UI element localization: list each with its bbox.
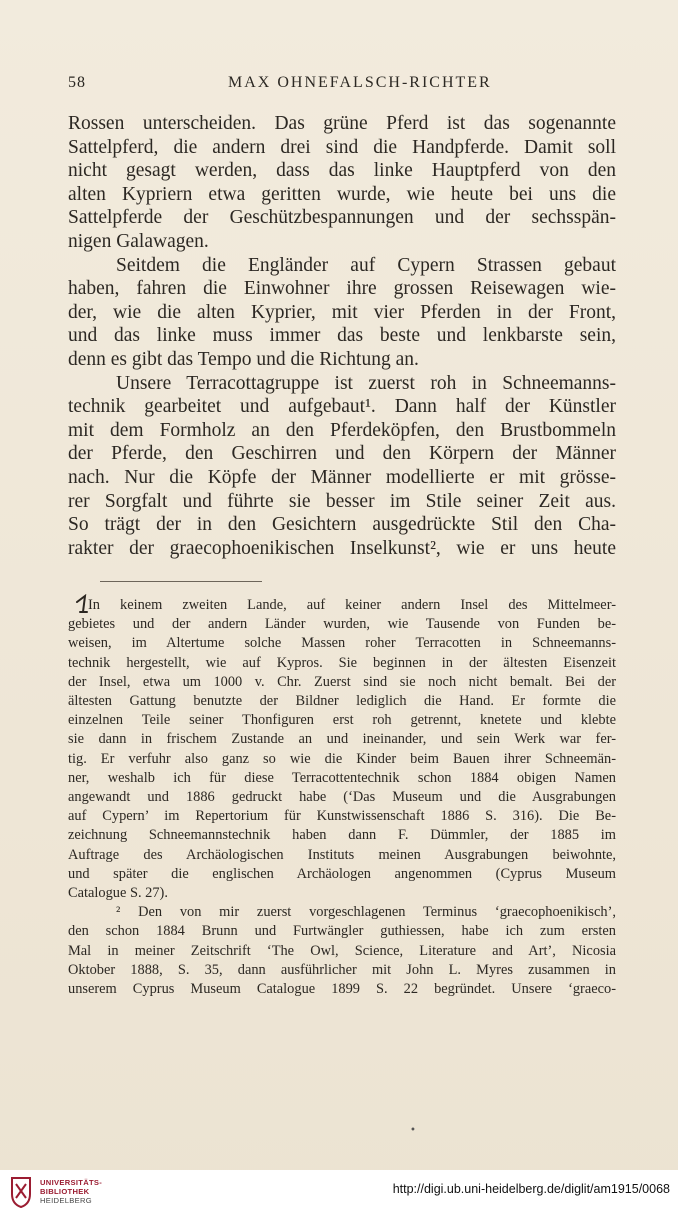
library-name: UNIVERSITÄTS- BIBLIOTHEK HEIDELBERG: [40, 1178, 103, 1205]
text-line: haben, fahren die Einwohner ihre grossen Reisewagen wie-: [68, 278, 616, 300]
text-line: rer Sorgfalt und führte sie besser im Stile seiner Zeit aus.: [68, 490, 616, 512]
text-line: nigen Galawagen.: [68, 230, 209, 252]
text-line: Sattelpferd, die andern drei sind die Handpferde. Damit soll: [68, 136, 616, 158]
library-logo-icon: [8, 1176, 34, 1208]
page-header: [68, 74, 616, 98]
text-line: alten Kypriern etwa geritten wurde, wie heute bei uns die: [68, 183, 616, 205]
running-head: MAX OHNEFALSCH-RICHTER: [228, 74, 492, 91]
footnote-line: ² Den von mir zuerst vorgeschlagenen Terminus ‘graecophoenikisch’,: [116, 904, 616, 921]
footnote-line: weisen, im Altertume solche Massen roher Terracotten in Schneemanns-: [68, 635, 616, 652]
footnote-line: technik hergestellt, wie auf Kypros. Sie beginnen in der ältesten Eisenzeit: [68, 654, 616, 671]
footnote-line: gebietes und der andern Länder wurden, wie Tausende von Funden be-: [68, 616, 616, 633]
footnote-line: einzelnen Teile seiner Thonfiguren erst roh getrennt, knetete und klebte: [68, 712, 616, 729]
handwritten-footnote-mark: [74, 594, 90, 614]
footnote-line: tig. Er verfuhr also ganz so wie die Kinder beim Bauen ihrer Schneemän-: [68, 750, 616, 767]
printer-mark: •: [410, 1125, 416, 1136]
footnote-line: den schon 1884 Brunn und Furtwängler guthiessen, habe ich zum ersten: [68, 923, 616, 940]
page-number: 58: [68, 74, 86, 91]
text-line: Rossen unterscheiden. Das grüne Pferd ist das sogenannte: [68, 113, 616, 134]
text-line: Unsere Terracottagruppe ist zuerst roh in Schneemanns-: [116, 372, 616, 394]
footnote-line: zeichnung Schneemannstechnik haben dann F. Dümmler, der 1885 im: [68, 827, 616, 844]
text-line: der, wie die alten Kyprier, mit vier Pferden in der Front,: [68, 301, 616, 323]
footnote-line: Mal in meiner Zeitschrift ‘The Owl, Science, Literature and Art’, Nicosia: [68, 942, 616, 959]
library-footer: [0, 1170, 678, 1214]
footnote-line: Auftrage des Archäologischen Instituts meinen Ausgrabungen beiwohnte,: [68, 846, 616, 863]
footnote-line: Catalogue S. 27).: [68, 885, 168, 902]
text-line: technik gearbeitet und aufgebaut¹. Dann half der Künstler: [68, 396, 616, 418]
text-line: nach. Nur die Köpfe der Männer modellierte er mit grösse-: [68, 466, 616, 488]
source-url-link[interactable]: http://digi.ub.uni-heidelberg.de/diglit/am1915/0068: [392, 1182, 670, 1196]
footnote-divider: [100, 581, 262, 582]
text-line: mit dem Formholz an den Pferdeköpfen, den Brustbommeln: [68, 419, 616, 441]
footnote-line: sie dann in frischem Zustande an und ineinander, und sein Werk war fer-: [68, 731, 616, 748]
footnote-line: ältesten Gattung benutzte der Bildner lediglich die Hand. Er formte die: [68, 693, 616, 710]
footnote-line: In keinem zweiten Lande, auf keiner andern Insel des Mittelmeer-: [88, 597, 616, 613]
text-line: Sattelpferde der Geschützbespannungen und der sechsspän-: [68, 207, 616, 229]
text-line: Seitdem die Engländer auf Cypern Strassen gebaut: [116, 254, 616, 276]
text-line: So trägt der in den Gesichtern ausgedrückte Stil den Cha-: [68, 514, 616, 536]
text-line: und das linke muss immer das beste und lenkbarste sein,: [68, 325, 616, 347]
text-line: denn es gibt das Tempo und die Richtung an.: [68, 348, 419, 370]
footnote-line: unserem Cyprus Museum Catalogue 1899 S. 22 begründet. Unsere ‘graeco-: [68, 981, 616, 998]
text-line: nicht gesagt werden, dass das linke Hauptpferd von den: [68, 160, 616, 182]
footnote-line: Oktober 1888, S. 35, dann ausführlicher mit John L. Myres zusammen in: [68, 961, 616, 978]
footnote-line: ner, weshalb ich für diese Terracottentechnik schon 1884 obigen Namen: [68, 769, 616, 786]
main-text: [68, 112, 616, 560]
footnotes: [68, 596, 616, 999]
footnote-line: und später die englischen Archäologen angenommen (Cyprus Museum: [68, 865, 616, 882]
footnote-line: der Insel, etwa um 1000 v. Chr. Zuerst sind sie noch nicht bemalt. Bei der: [68, 673, 616, 690]
text-line: der Pferde, den Geschirren und den Körpern der Männer: [68, 443, 616, 465]
footnote-line: auf Cypern’ im Repertorium für Kunstwissenschaft 1886 S. 316). Die Be-: [68, 808, 616, 825]
text-line: rakter der graecophoenikischen Inselkunst², wie er uns heute: [68, 537, 616, 559]
footnote-line: angewandt und 1886 gedruckt habe (‘Das Museum und die Ausgrabungen: [68, 789, 616, 806]
